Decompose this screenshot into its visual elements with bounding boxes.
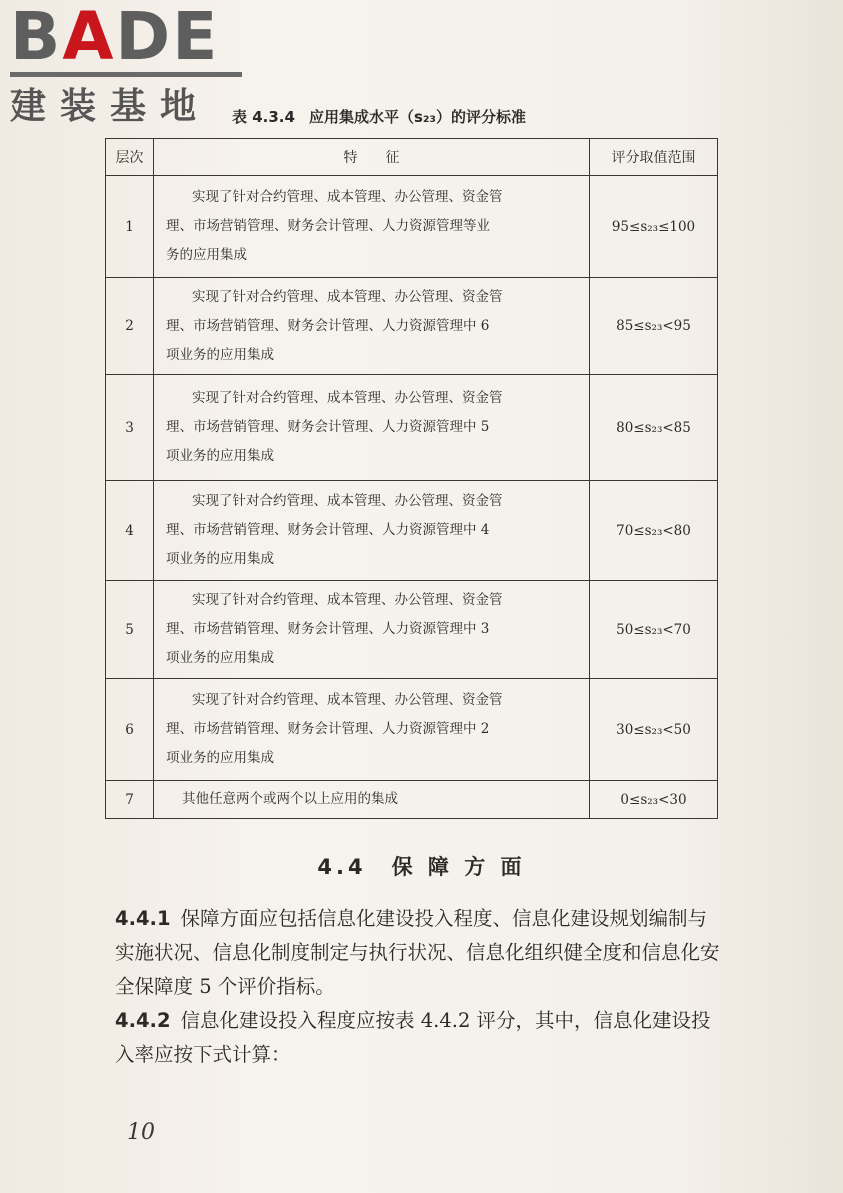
table-row xyxy=(106,278,718,375)
range-cell: 85≤s₂₃<95 xyxy=(590,278,718,375)
table-row xyxy=(106,581,718,679)
level-cell: 1 xyxy=(106,176,154,278)
table-title: 应用集成水平（s₂₃）的评分标准 xyxy=(308,108,527,126)
table-caption xyxy=(232,106,652,127)
feature-cell: 实现了针对合约管理、成本管理、办公管理、资金管 理、市场营销管理、财务会计管理、人力资源管理中 3 项业务的应用集成 xyxy=(154,581,590,679)
feature-cell: 其他任意两个或两个以上应用的集成 xyxy=(154,781,590,819)
table-number: 表 4.3.4 xyxy=(232,108,295,126)
range-cell: 95≤s₂₃≤100 xyxy=(590,176,718,278)
level-cell: 6 xyxy=(106,679,154,781)
logo-accent-letter: A xyxy=(62,0,116,75)
header-feature: 特 征 xyxy=(154,139,590,176)
level-cell: 3 xyxy=(106,375,154,481)
feature-cell: 实现了针对合约管理、成本管理、办公管理、资金管 理、市场营销管理、财务会计管理、人力资源管理中 5 项业务的应用集成 xyxy=(154,375,590,481)
range-cell: 70≤s₂₃<80 xyxy=(590,481,718,581)
table-row xyxy=(106,781,718,819)
level-cell: 2 xyxy=(106,278,154,375)
clause-paragraph xyxy=(115,902,720,1004)
page-number: 10 xyxy=(127,1120,155,1145)
feature-cell: 实现了针对合约管理、成本管理、办公管理、资金管 理、市场营销管理、财务会计管理、人力资源管理中 6 项业务的应用集成 xyxy=(154,278,590,375)
level-cell: 7 xyxy=(106,781,154,819)
range-cell: 0≤s₂₃<30 xyxy=(590,781,718,819)
clause-number: 4.4.2 xyxy=(115,1009,171,1032)
table-header-row xyxy=(106,139,718,176)
header-level: 层次 xyxy=(106,139,154,176)
table-row xyxy=(106,679,718,781)
table-row xyxy=(106,375,718,481)
range-cell: 30≤s₂₃<50 xyxy=(590,679,718,781)
range-cell: 80≤s₂₃<85 xyxy=(590,375,718,481)
feature-cell: 实现了针对合约管理、成本管理、办公管理、资金管 理、市场营销管理、财务会计管理、人力资源管理等业 务的应用集成 xyxy=(154,176,590,278)
clause-text: 保障方面应包括信息化建设投入程度、信息化建设规划编制与实施状况、信息化制度制定与执行状况、信息化组织健全度和信息化安全保障度 5 个评价指标。 xyxy=(115,907,720,998)
logo-brand: BADE xyxy=(10,0,220,75)
feature-cell: 实现了针对合约管理、成本管理、办公管理、资金管 理、市场营销管理、财务会计管理、人力资源管理中 2 项业务的应用集成 xyxy=(154,679,590,781)
clause-number: 4.4.1 xyxy=(115,907,171,930)
table-row xyxy=(106,176,718,278)
level-cell: 5 xyxy=(106,581,154,679)
feature-cell: 实现了针对合约管理、成本管理、办公管理、资金管 理、市场营销管理、财务会计管理、人力资源管理中 4 项业务的应用集成 xyxy=(154,481,590,581)
scoring-table xyxy=(105,138,718,819)
clause-text: 信息化建设投入程度应按表 4.4.2 评分，其中，信息化建设投入率应按下式计算： xyxy=(115,1009,711,1066)
bade-logo xyxy=(10,0,250,129)
section-heading: 4.4 保 障 方 面 xyxy=(317,855,526,879)
level-cell: 4 xyxy=(106,481,154,581)
clause-paragraph xyxy=(115,1004,720,1072)
range-cell: 50≤s₂₃<70 xyxy=(590,581,718,679)
header-range: 评分取值范围 xyxy=(590,139,718,176)
table-row xyxy=(106,481,718,581)
logo-tagline: 建装基地 xyxy=(10,86,211,127)
